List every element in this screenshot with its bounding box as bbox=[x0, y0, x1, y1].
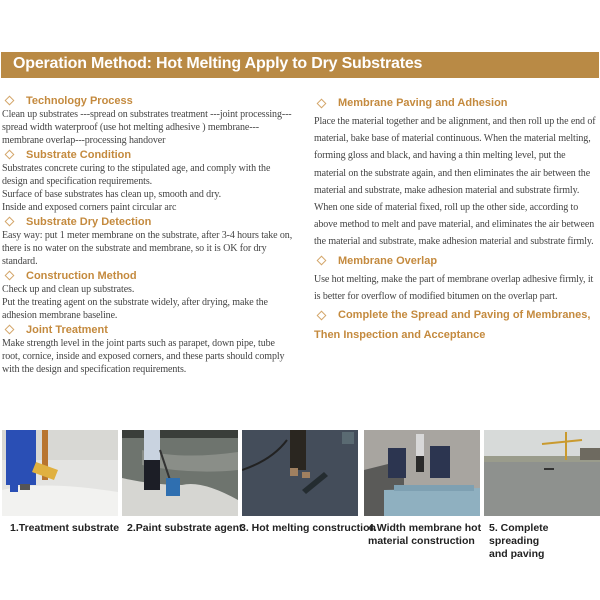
paragraph: Surface of base substrates has clean up, smooth and dry. bbox=[2, 189, 221, 200]
left-column bbox=[2, 93, 294, 376]
photo-complete-spreading bbox=[484, 430, 600, 516]
title-banner bbox=[1, 52, 599, 78]
paragraph: Substrates concrete curing to the stipulated age, and comply with the design and specification requirements. bbox=[2, 163, 271, 187]
heading-text: Substrate Dry Detection bbox=[26, 215, 152, 228]
paragraph: Place the material together and be alignment, and then roll up the end of material, bake base of material continuous. When the material melting, forming gloss and black, and having a thin melting level, put the material on the substrate again, and then eliminates the air between the material and substrate, make adhesion material and substrate firmly. When one side of material fixed, roll up the other side, according to above method to melt and pave material, and eliminates the air between the material and substrate, make adhesion material and substrate firmly. bbox=[314, 116, 596, 248]
photo-hot-melting bbox=[242, 430, 358, 516]
section-heading bbox=[2, 322, 294, 337]
section-joint-treatment bbox=[2, 322, 294, 376]
worker-torch-image-icon bbox=[242, 430, 358, 516]
diamond-bullet-icon bbox=[5, 271, 15, 281]
diamond-bullet-icon bbox=[5, 96, 15, 106]
heading-text: Joint Treatment bbox=[26, 323, 108, 336]
section-heading bbox=[2, 147, 294, 162]
paragraph: Clean up substrates ---spread on substrates treatment ---joint processing--- spread width waterproof (use hot melting adhesive ) membrane---membrane overlap---processing handover bbox=[2, 109, 292, 146]
section-heading bbox=[314, 93, 598, 113]
right-column bbox=[314, 93, 598, 345]
caption-line: material construction bbox=[368, 535, 475, 547]
section-membrane-paving bbox=[314, 93, 598, 251]
section-membrane-overlap bbox=[314, 251, 598, 305]
workers-rolling-image-icon bbox=[364, 430, 480, 516]
section-complete-spread bbox=[314, 305, 598, 345]
worker-painting-image-icon bbox=[122, 430, 238, 516]
heading-text: Technology Process bbox=[26, 94, 133, 107]
photo-caption: 3. Hot melting construction bbox=[240, 522, 376, 534]
photo-caption bbox=[368, 522, 481, 548]
page-title: Operation Method: Hot Melting Apply to Dry Substrates bbox=[13, 55, 423, 72]
caption-line: 5. Complete spreading bbox=[489, 522, 549, 547]
diamond-bullet-icon bbox=[317, 256, 327, 266]
diamond-bullet-icon bbox=[317, 310, 327, 320]
paragraph: Check up and clean up substrates. bbox=[2, 284, 135, 295]
photo-caption: 2.Paint substrate agent bbox=[127, 522, 243, 534]
caption-line: and paving bbox=[489, 548, 545, 560]
section-heading-continued: Then Inspection and Acceptance bbox=[314, 329, 486, 342]
paragraph: Make strength level in the joint parts such as parapet, down pipe, tube root, cornice, inside and exposed corners, and these parts should comply with the design and specification requirements. bbox=[2, 338, 285, 375]
diamond-bullet-icon bbox=[5, 150, 15, 160]
photo-width-membrane bbox=[364, 430, 480, 516]
heading-text: Construction Method bbox=[26, 269, 137, 282]
heading-text: Membrane Overlap bbox=[338, 254, 438, 267]
section-heading bbox=[2, 93, 294, 108]
section-heading bbox=[314, 305, 598, 325]
section-construction-method bbox=[2, 268, 294, 322]
section-substrate-dry-detection bbox=[2, 214, 294, 268]
caption-line: 4.Width membrane hot bbox=[368, 522, 482, 534]
diamond-bullet-icon bbox=[5, 217, 15, 227]
heading-text: Substrate Condition bbox=[26, 148, 132, 161]
diamond-bullet-icon bbox=[317, 98, 327, 108]
photo-caption bbox=[489, 522, 600, 561]
section-heading bbox=[314, 251, 598, 271]
paragraph: Easy way: put 1 meter membrane on the substrate, after 3-4 hours take on, there is no water on the substrate and membrane, so it is OK for dry standard. bbox=[2, 230, 293, 267]
section-heading bbox=[2, 268, 294, 283]
photo-treatment-substrate bbox=[2, 430, 118, 516]
paragraph: Put the treating agent on the substrate widely, after drying, make the adhesion membrane baseline. bbox=[2, 297, 268, 321]
paragraph: Use hot melting, make the part of membrane overlap adhesive firmly, it is better for overflow of modified bitumen on the overlap part. bbox=[314, 273, 594, 302]
diamond-bullet-icon bbox=[5, 325, 15, 335]
heading-text: Complete the Spread and Paving of Membranes, bbox=[338, 309, 591, 322]
worker-sweeping-image-icon bbox=[2, 430, 118, 516]
finished-roof-image-icon bbox=[484, 430, 600, 516]
section-heading bbox=[2, 214, 294, 229]
section-substrate-condition bbox=[2, 147, 294, 214]
photo-caption: 1.Treatment substrate bbox=[10, 522, 120, 534]
section-technology-process bbox=[2, 93, 294, 147]
heading-text: Membrane Paving and Adhesion bbox=[338, 97, 508, 109]
photo-paint-substrate-agent bbox=[122, 430, 238, 516]
paragraph: Inside and exposed corners paint circular arc bbox=[2, 202, 177, 213]
